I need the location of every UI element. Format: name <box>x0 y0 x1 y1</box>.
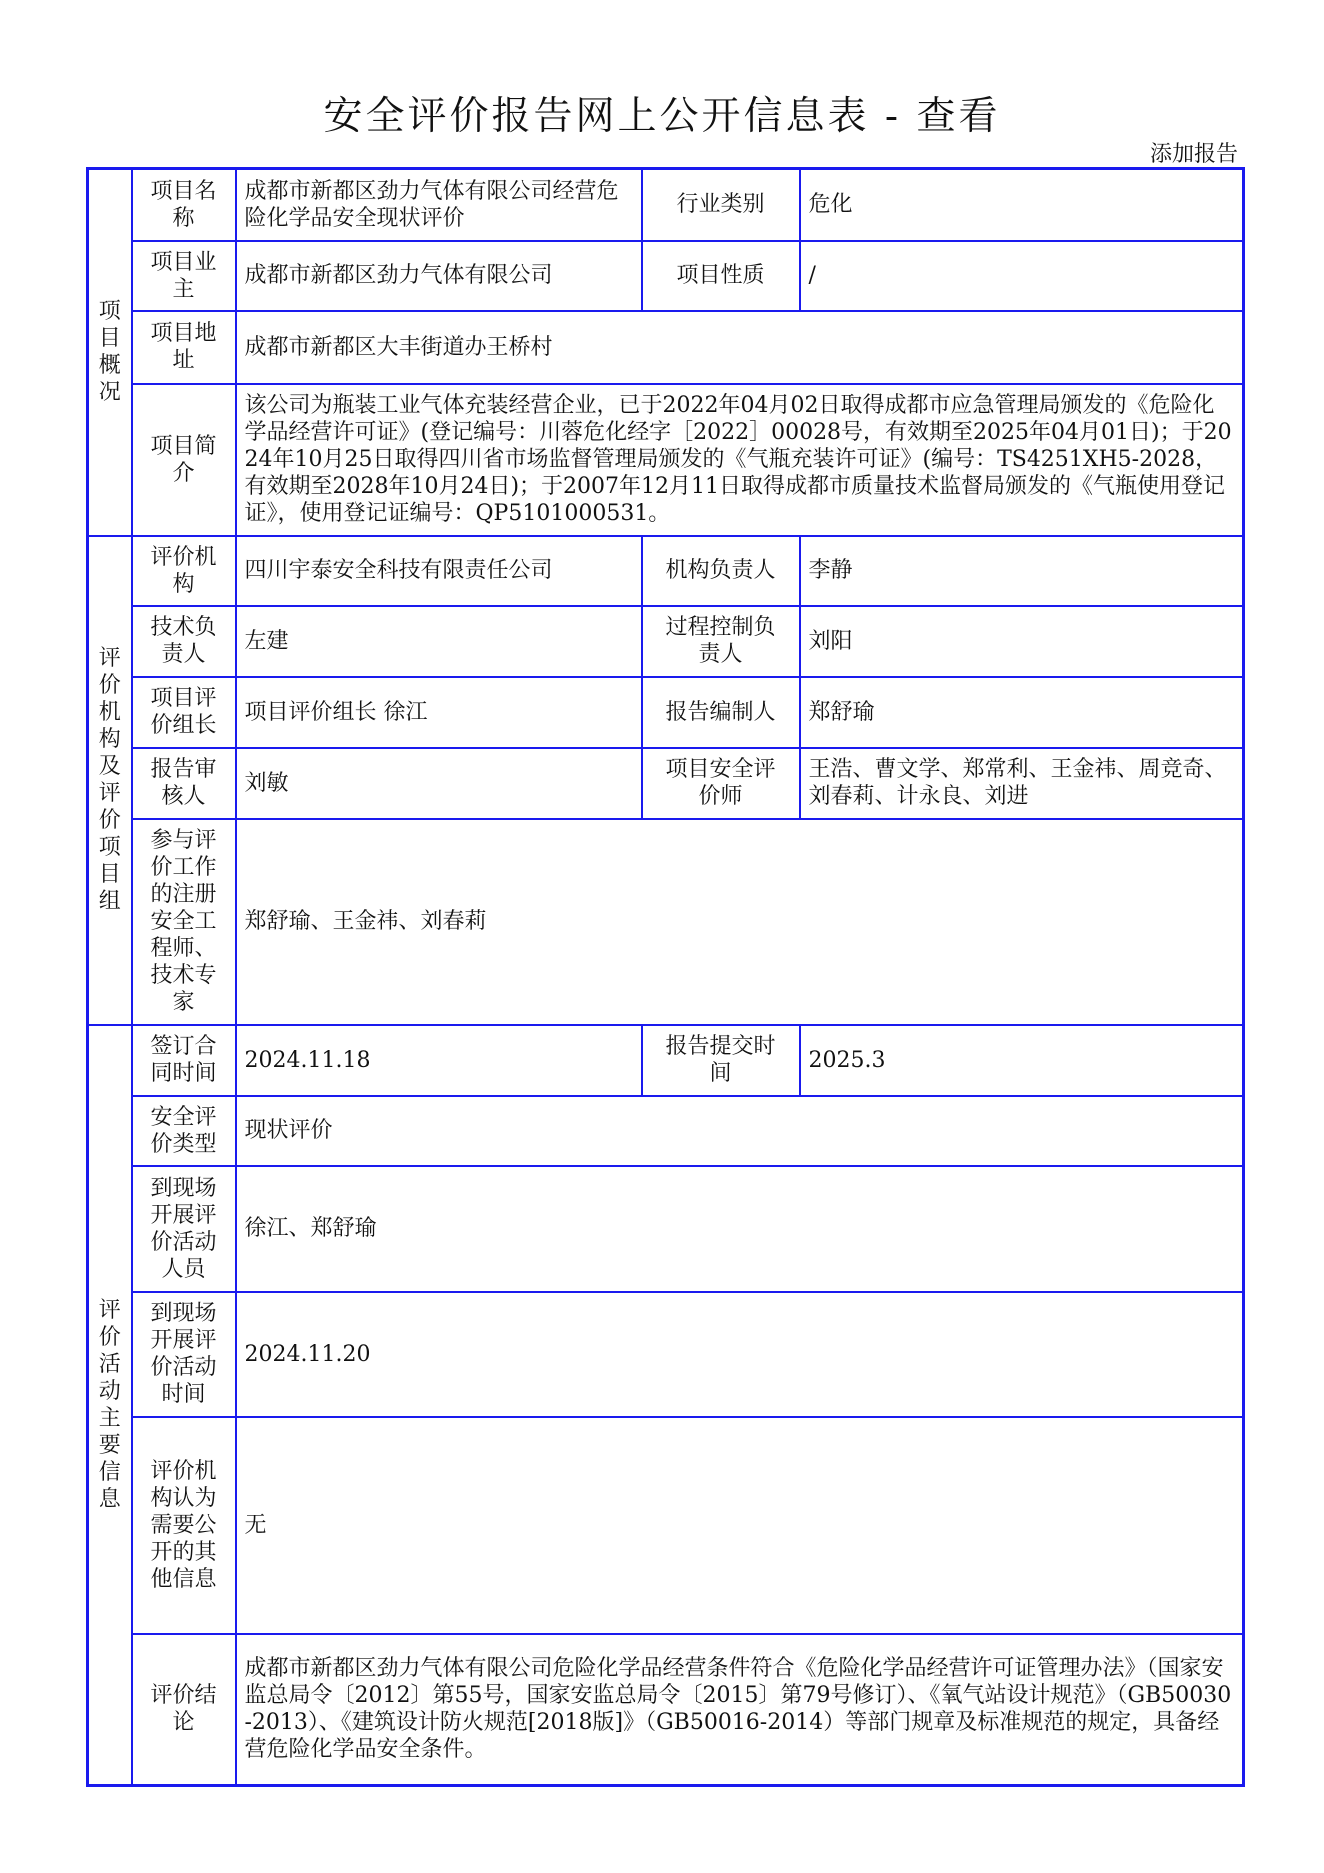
safety-assessor-label: 项目安全评价师 <box>642 748 800 819</box>
industry-value: 危化 <box>800 169 1244 241</box>
site-time-label: 到现场开展评价活动时间 <box>132 1292 236 1417</box>
other-info-value: 无 <box>236 1417 1244 1634</box>
project-name-label: 项目名称 <box>132 169 236 241</box>
submit-time-label: 报告提交时间 <box>642 1025 800 1096</box>
agency-head-value: 李静 <box>800 536 1244 606</box>
table-row <box>88 311 1244 384</box>
table-row <box>88 1096 1244 1166</box>
group-leader-label: 项目评价组长 <box>132 677 236 748</box>
group-leader-value: 项目评价组长 徐江 <box>236 677 642 748</box>
process-head-value: 刘阳 <box>800 606 1244 677</box>
table-row <box>88 1025 1244 1096</box>
disclosure-table <box>86 167 1245 1787</box>
project-summary-value: 该公司为瓶装工业气体充装经营企业，已于2022年04月02日取得成都市应急管理局颁发的《危险化学品经营许可证》(登记编号：川蓉危化经字［2022］00028号，有效期至2025年04月01日)；于2024年10月25日取得四川省市场监督管理局颁发的《气瓶充装许可证》(编号：TS4251XH5-2028，有效期至2028年10月24日)；于2007年12月11日取得成都市质量技术监督局颁发的《气瓶使用登记证》，使用登记证编号：QP5101000531。 <box>236 384 1244 536</box>
table-row <box>88 169 1244 241</box>
contract-time-label: 签订合同时间 <box>132 1025 236 1096</box>
assessment-type-value: 现状评价 <box>236 1096 1244 1166</box>
contract-time-value: 2024.11.18 <box>236 1025 642 1096</box>
report-compiler-label: 报告编制人 <box>642 677 800 748</box>
table-row <box>88 819 1244 1025</box>
agency-head-label: 机构负责人 <box>642 536 800 606</box>
project-summary-label: 项目简介 <box>132 384 236 536</box>
table-row <box>88 241 1244 311</box>
table-row <box>88 1166 1244 1292</box>
table-row <box>88 677 1244 748</box>
add-report-link[interactable]: 添加报告 <box>1149 142 1238 167</box>
project-name-value: 成都市新都区劲力气体有限公司经营危险化学品安全现状评价 <box>236 169 642 241</box>
safety-assessor-value: 王浩、曹文学、郑常利、王金祎、周竞奇、刘春莉、计永良、刘进 <box>800 748 1244 819</box>
section-overview: 项目概况 <box>88 169 132 536</box>
report-compiler-value: 郑舒瑜 <box>800 677 1244 748</box>
table-row <box>88 1634 1244 1786</box>
project-nature-label: 项目性质 <box>642 241 800 311</box>
tech-head-label: 技术负责人 <box>132 606 236 677</box>
process-head-label: 过程控制负责人 <box>642 606 800 677</box>
project-address-label: 项目地址 <box>132 311 236 384</box>
engineers-label: 参与评价工作的注册安全工程师、技术专家 <box>132 819 236 1025</box>
agency-value: 四川宇泰安全科技有限责任公司 <box>236 536 642 606</box>
assessment-type-label: 安全评价类型 <box>132 1096 236 1166</box>
conclusion-value: 成都市新都区劲力气体有限公司危险化学品经营条件符合《危险化学品经营许可证管理办法》（国家安监总局令〔2012〕第55号，国家安监总局令〔2015〕第79号修订）、《氧气站设计规范》（GB50030-2013）、《建筑设计防火规范[2018版]》（GB50016-2014）等部门规章及标准规范的规定，具备经营危险化学品安全条件。 <box>236 1634 1244 1786</box>
table-row <box>88 1417 1244 1634</box>
site-time-value: 2024.11.20 <box>236 1292 1244 1417</box>
page-title: 安全评价报告网上公开信息表 - 查看 <box>323 94 1001 139</box>
project-owner-label: 项目业主 <box>132 241 236 311</box>
agency-label: 评价机构 <box>132 536 236 606</box>
project-owner-value: 成都市新都区劲力气体有限公司 <box>236 241 642 311</box>
report-reviewer-value: 刘敏 <box>236 748 642 819</box>
submit-time-value: 2025.3 <box>800 1025 1244 1096</box>
table-row <box>88 606 1244 677</box>
table-row <box>88 384 1244 536</box>
engineers-value: 郑舒瑜、王金祎、刘春莉 <box>236 819 1244 1025</box>
tech-head-value: 左建 <box>236 606 642 677</box>
section-activity: 评价活动主要信息 <box>88 1025 132 1786</box>
project-address-value: 成都市新都区大丰街道办王桥村 <box>236 311 1244 384</box>
table-row <box>88 748 1244 819</box>
other-info-label: 评价机构认为需要公开的其他信息 <box>132 1417 236 1634</box>
table-row <box>88 536 1244 606</box>
industry-label: 行业类别 <box>642 169 800 241</box>
section-org: 评价机构及评价项目组 <box>88 536 132 1025</box>
table-row <box>88 1292 1244 1417</box>
conclusion-label: 评价结论 <box>132 1634 236 1786</box>
site-people-label: 到现场开展评价活动人员 <box>132 1166 236 1292</box>
project-nature-value: / <box>800 241 1244 311</box>
site-people-value: 徐江、郑舒瑜 <box>236 1166 1244 1292</box>
report-reviewer-label: 报告审核人 <box>132 748 236 819</box>
